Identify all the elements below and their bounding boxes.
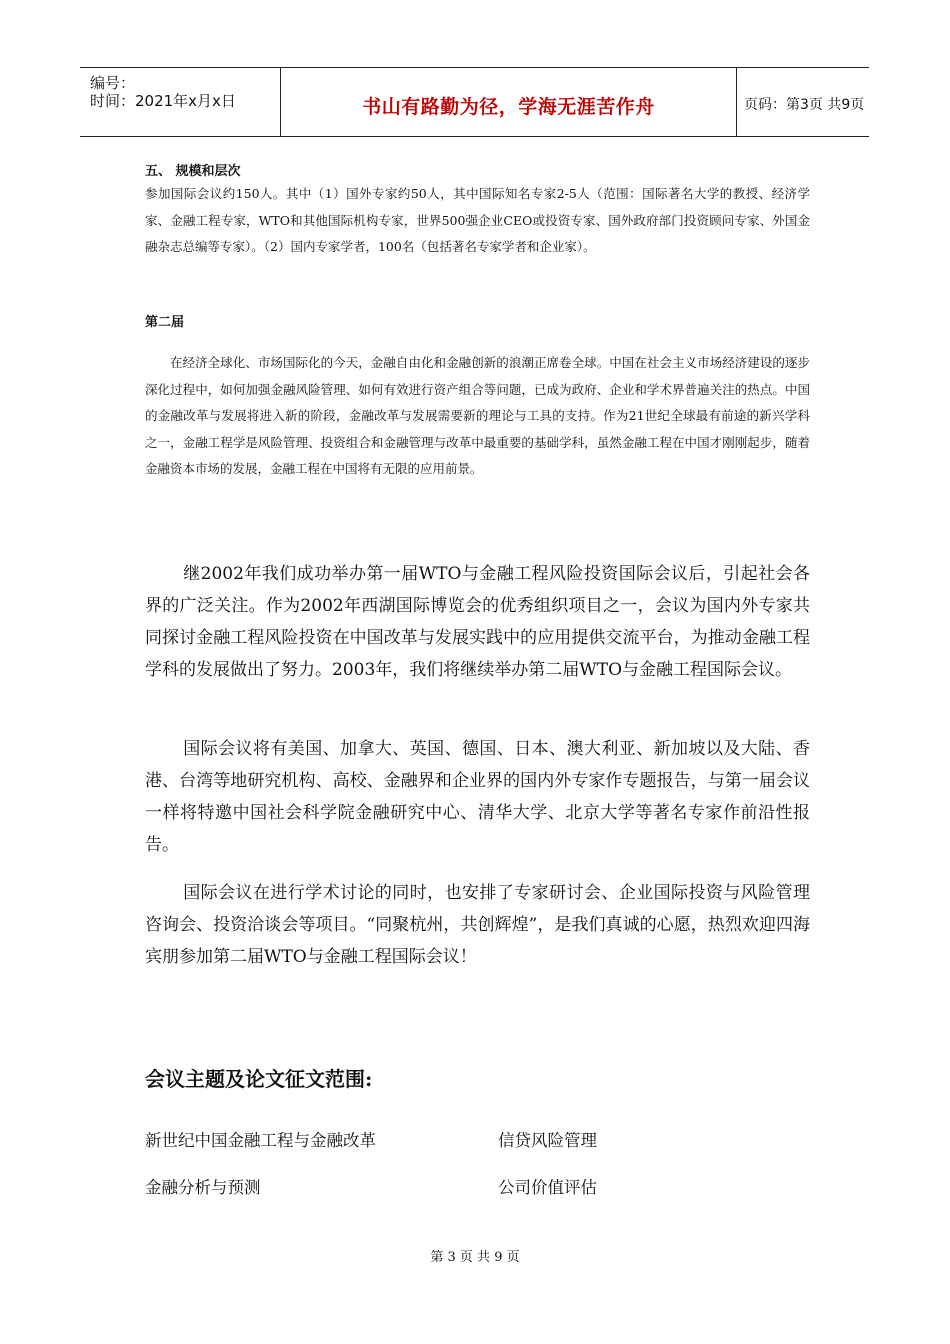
- document-date-label: 时间：2021年x月x日: [90, 92, 236, 110]
- paragraph-activities: 国际会议在进行学术讨论的同时，也安排了专家研讨会、企业国际投资与风险管理咨询会、投资洽谈会等项目。“同聚杭州，共创辉煌”，是我们真诚的心愿，热烈欢迎四海宾朋参加第二届WTO与金融工程国际会议！: [145, 883, 810, 967]
- second-session-intro: 在经济全球化、市场国际化的今天，金融自由化和金融创新的浪潮正席卷全球。中国在社会主义市场经济建设的逐步深化过程中，如何加强金融风险管理、如何有效进行资产组合等问题，已成为政府、企业和学术界普遍关注的热点。中国的金融改革与发展将进入新的阶段，金融改革与发展需要新的理论与工具的支持。作为21世纪全球最有前途的新兴学科之一，金融工程学是风险管理、投资组合和金融管理与改革中最重要的基础学科，虽然金融工程在中国才刚刚起步，随着金融资本市场的发展，金融工程在中国将有无限的应用前景。: [145, 355, 810, 476]
- document-number-label: 编号：: [90, 74, 136, 92]
- page-footer: 第 3 页 共 9 页: [430, 1250, 520, 1265]
- paragraph-speakers: 国际会议将有美国、加拿大、英国、德国、日本、澳大利亚、新加坡以及大陆、香港、台湾等地研究机构、高校、金融界和企业界的国内外专家作专题报告，与第一届会议一样将特邀中国社会科学院金融研究中心、清华大学、北京大学等著名专家作前沿性报告。: [145, 739, 810, 855]
- topic-item: 公司价值评估: [498, 1178, 597, 1197]
- header-page-info: 页码：第3页 共9页: [744, 97, 865, 113]
- header-left-cell: [80, 68, 280, 136]
- header-motto: 书山有路勤为径，学海无涯苦作舟: [362, 96, 655, 118]
- paragraph-first-conference: 继2002年我们成功举办第一届WTO与金融工程风险投资国际会议后，引起社会各界的广泛关注。作为2002年西湖国际博览会的优秀组织项目之一，会议为国内外专家共同探讨金融工程风险投资在中国改革与发展实践中的应用提供交流平台，为推动金融工程学科的发展做出了努力。2003年，我们将继续举办第二届WTO与金融工程国际会议。: [145, 564, 810, 680]
- topic-item: 信贷风险管理: [498, 1131, 597, 1150]
- topic-item: 金融分析与预测: [145, 1178, 261, 1197]
- header-right-cell: [736, 68, 869, 136]
- topic-item: 新世纪中国金融工程与金融改革: [145, 1131, 376, 1150]
- header-table: [80, 67, 869, 137]
- section-five-text: 参加国际会议约150人。其中（1）国外专家约50人，其中国际知名专家2-5人（范围：国际著名大学的教授、经济学家、金融工程专家，WTO和其他国际机构专家，世界500强企业CEO或投资专家、国外政府部门投资顾问专家、外国金融杂志总编等专家）。（2）国内专家学者，100名（包括著名专家学者和企业家）。: [145, 186, 810, 254]
- header-center-cell: [280, 68, 737, 136]
- section-five-heading: 五、 规模和层次: [145, 164, 241, 179]
- second-session-heading: 第二届: [145, 315, 185, 330]
- topics-heading: 会议主题及论文征文范围:: [145, 1067, 373, 1091]
